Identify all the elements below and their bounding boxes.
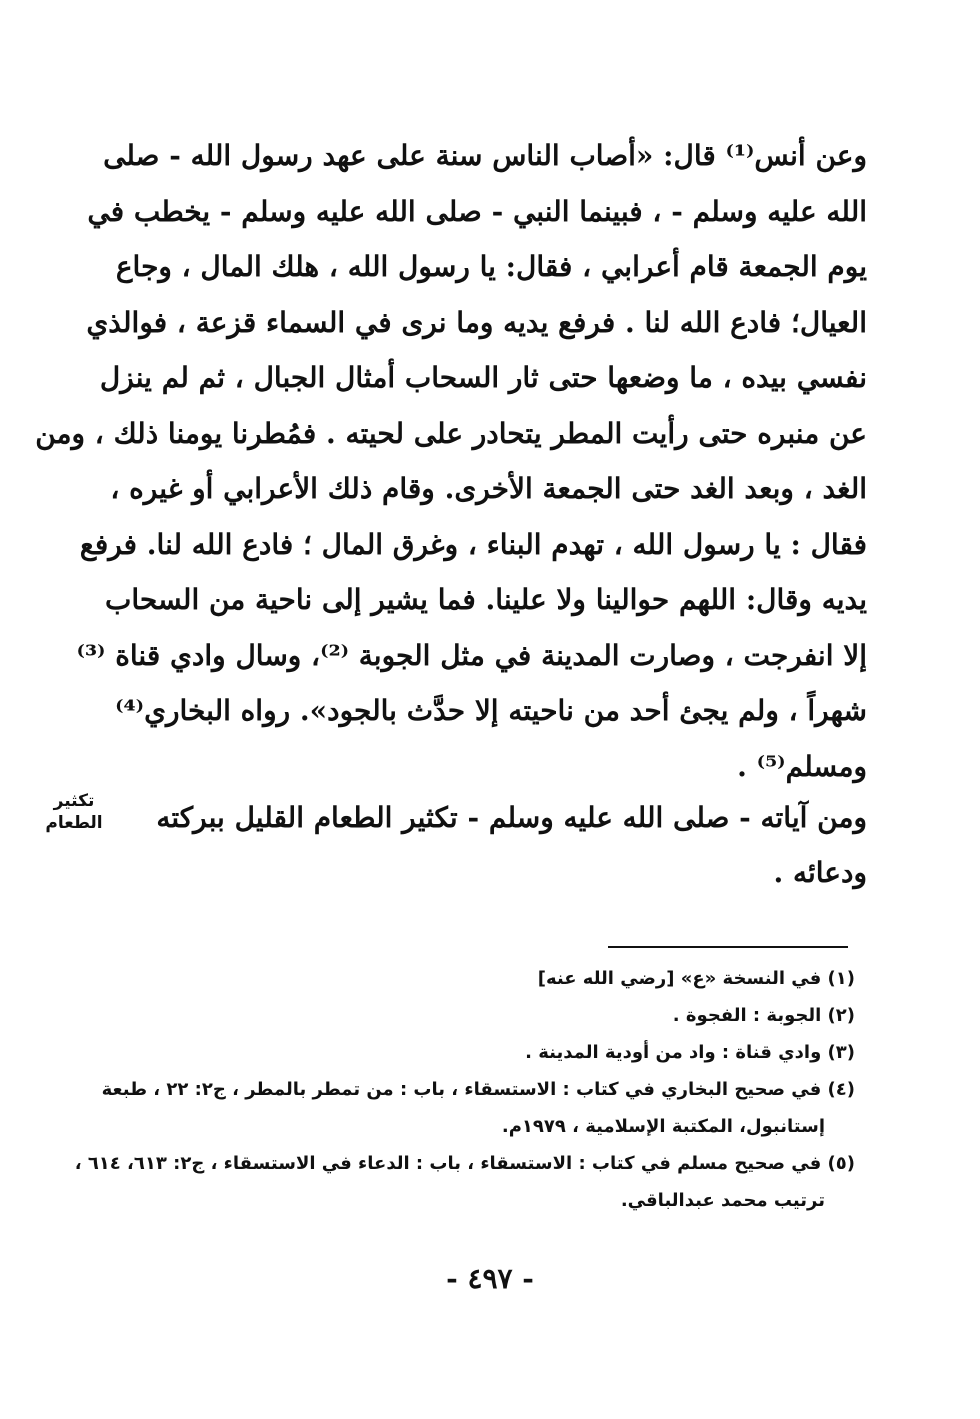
footnote-line: (١) في النسخة «ع» [رضي الله عنه] [537, 968, 855, 989]
paragraph-line: شهراً ، ولم يجئ أحد من ناحيته إلا حدَّث بالجود». رواه البخاري⁽⁴⁾ [115, 694, 867, 727]
margin-note-line: تكثير [53, 791, 95, 811]
paragraph-line: إلا انفرجت ، وصارت المدينة في مثل الجوبة ⁽²⁾، وسال وادي قناة ⁽³⁾ [76, 638, 867, 672]
footnote-divider [608, 946, 848, 948]
footnote-line: (٣) وادي قناة : واد من أودية المدينة . [525, 1042, 855, 1063]
footnote-line: إستانبول، المكتبة الإسلامية ، ١٩٧٩م. [501, 1116, 825, 1137]
paragraph-line: وعن أنس⁽¹⁾ قال: «أصاب الناس سنة على عهد رسول الله - صلى [103, 139, 867, 172]
paragraph-line: يديه وقال: اللهم حوالينا ولا علينا. فما يشير إلى ناحية من السحاب [104, 583, 867, 616]
footnote [115, 997, 855, 1034]
paragraph-line: العيال؛ فادع الله لنا . فرفع يديه وما نرى في السماء قزعة ، فوالذي [86, 305, 867, 339]
footnote [101, 1071, 855, 1145]
paragraph-line: نفسي بيده ، ما وضعها حتى ثار السحاب أمثال الجبال ، ثم لم ينزل [99, 361, 867, 394]
paragraph-line: الله عليه وسلم - ، فبينما النبي - صلى الله عليه وسلم - يخطب في [87, 194, 867, 228]
footnote-line: (٥) في صحيح مسلم في كتاب : الاستسقاء ، باب : الدعاء في الاستسقاء ، ج٢: ٦١٣، ٦١٤ ، [74, 1153, 855, 1174]
page-number: - ٤٩٧ - [446, 1262, 534, 1295]
footnote-line: (٤) في صحيح البخاري في كتاب : الاستسقاء ، باب : من تمطر بالمطر ، ج٢: ٢٢ ، طبعة [101, 1079, 855, 1100]
footnote-line: (٢) الجوبة : الفجوة . [672, 1005, 855, 1026]
section-paragraph [125, 790, 867, 900]
footnote-line: ترتيب محمد عبدالباقي. [620, 1190, 825, 1211]
paragraph-line: ومسلم⁽⁵⁾ . [737, 749, 867, 783]
paragraph-line: ودعائه . [773, 856, 867, 889]
paragraph-line: ومن آياته - صلى الله عليه وسلم - تكثير الطعام القليل ببركته [156, 801, 867, 834]
footnote [115, 1034, 855, 1071]
footnote [74, 1145, 855, 1219]
margin-note-line: الطعام [45, 813, 103, 833]
paragraph-line: يوم الجمعة قام أعرابي ، فقال: يا رسول الله ، هلك المال ، وجاع [115, 250, 867, 283]
paragraph-line: الغد ، وبعد الغد حتى الجمعة الأخرى. وقام ذلك الأعرابي أو غيره ، [110, 472, 867, 505]
paragraph-line: عن منبره حتى رأيت المطر يتحادر على لحيته . فمُطرنا يومنا ذلك ، ومن [35, 416, 867, 450]
paragraph-line: فقال : يا رسول الله ، تهدم البناء ، وغرق المال ؛ فادع الله لنا. فرفع [79, 527, 867, 561]
margin-note [30, 790, 118, 834]
footnote [115, 960, 855, 997]
footnotes [74, 960, 855, 1219]
hadith-paragraph [35, 128, 867, 794]
